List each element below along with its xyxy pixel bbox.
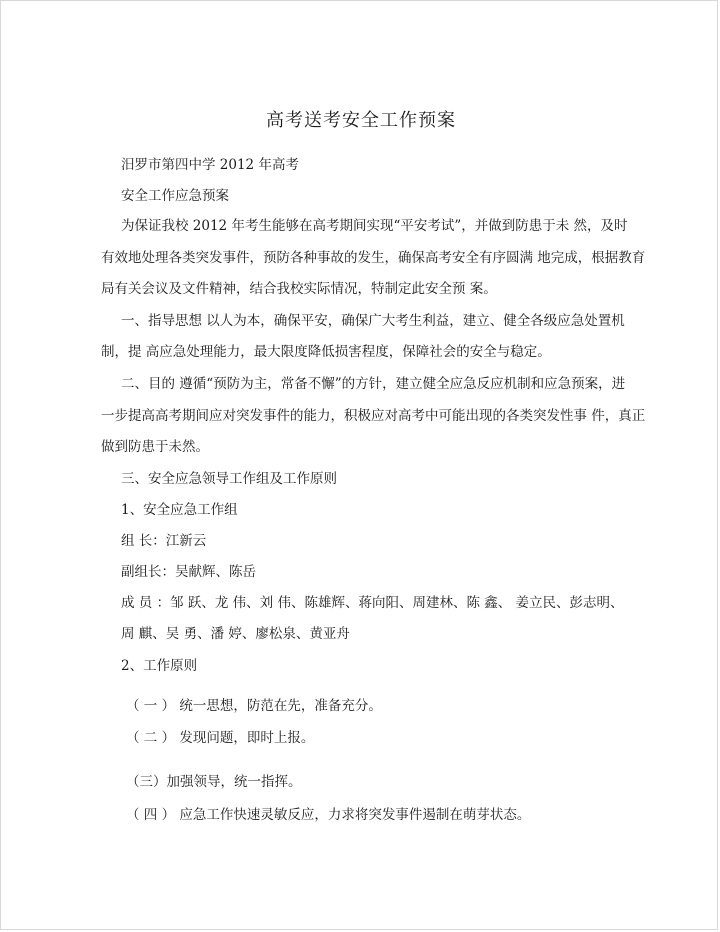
guiding-principle-line-2: 制，提 高应急处理能力，最大限度降低损害程度，保障社会的安全与稳定。 [101,344,551,360]
section-3-heading: 三、安全应急领导工作组及工作原则 [121,471,337,487]
principle-item-3: （三）加强领导，统一指挥。 [126,774,302,790]
guiding-principle-line-1: 一、指导思想 以人为本，确保平安，确保广大考生利益，建立、健全各级应急处置机 [121,313,625,329]
intro-line-2: 有效地处理各类突发事件，预防各种事故的发生，确保高考安全有序圆满 地完成，根据教育 [101,250,646,266]
principle-item-4: （ 四 ） 应急工作快速灵敏反应，力求将突发事件遏制在萌芽状态。 [126,807,531,823]
intro-line-3: 局有关会议及文件精神，结合我校实际情况，特制定此安全预 案。 [101,281,497,297]
deputy-leader: 副组长：吴献辉、陈岳 [121,564,256,580]
principle-item-1: （ 一 ） 统一思想，防范在先，准备充分。 [126,698,382,714]
work-principles-heading: 2、工作原则 [121,658,198,674]
school-line: 汨罗市第四中学 2012 年高考 [121,157,299,173]
members-line-2: 周 麒、吴 勇、潘 婷、廖松泉、黄亚舟 [121,626,350,642]
intro-line-1: 为保证我校 2012 年考生能够在高考期间实现“平安考试”，并做到防患于未 然，及时 [121,218,628,234]
purpose-line-3: 做到防患于未然。 [101,439,209,455]
purpose-line-2: 一步提高高考期间应对突发事件的能力，积极应对高考中可能出现的各类突发性事 件，真正 [101,408,646,424]
group-leader: 组 长：江新云 [121,533,207,549]
principle-item-2: （ 二 ） 发现问题，即时上报。 [126,730,315,746]
purpose-line-1: 二、目的 遵循“预防为主，常备不懈”的方针，建立健全应急反应机制和应急预案，进 [121,376,626,392]
document-title: 高考送考安全工作预案 [266,110,456,131]
plan-subtitle: 安全工作应急预案 [121,188,229,204]
emergency-group-heading: 1、安全应急工作组 [121,502,238,518]
members-line-1: 成 员 ：邹 跃、龙 伟、刘 伟、陈雄辉、蒋向阳、周建林、陈 鑫、 姜立民、彭志明、 [121,595,624,611]
